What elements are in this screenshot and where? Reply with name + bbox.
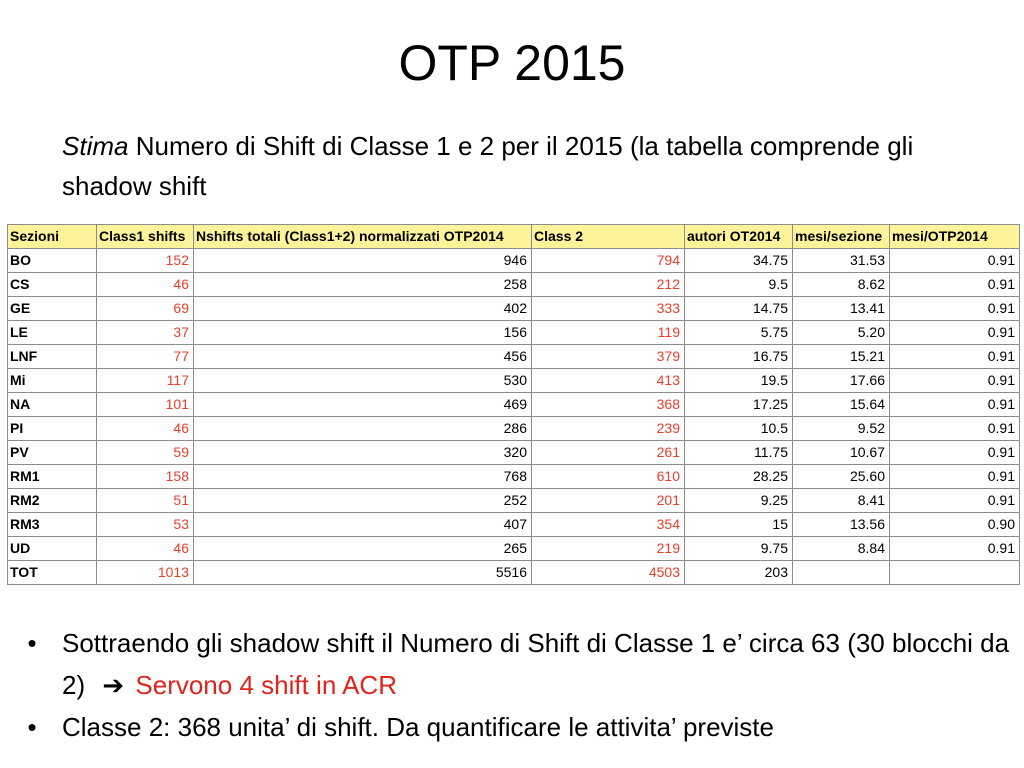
- table-cell: 31.53: [793, 249, 890, 273]
- table-cell: 265: [194, 537, 532, 561]
- subtitle-text: Numero di Shift di Classe 1 e 2 per il 2015 (la tabella comprende gli shadow shift: [62, 131, 914, 201]
- table-cell: 17.66: [793, 369, 890, 393]
- shift-table: [7, 224, 1020, 585]
- table-row: [8, 393, 1020, 417]
- bullet-1-text: Sottraendo gli shadow shift il Numero di Shift di Classe 1 e’ circa 63 (30 blocchi da 2): [62, 628, 1010, 700]
- table-cell: 10.5: [685, 417, 793, 441]
- table-cell: 9.75: [685, 537, 793, 561]
- row-label-cell: Mi: [8, 369, 97, 393]
- table-cell: 119: [532, 321, 685, 345]
- table-cell: 5516: [194, 561, 532, 585]
- table-cell: 0.91: [890, 441, 1020, 465]
- row-label-cell: TOT: [8, 561, 97, 585]
- table-cell: 212: [532, 273, 685, 297]
- table-cell: 9.52: [793, 417, 890, 441]
- column-header: mesi/sezione: [793, 225, 890, 249]
- table-cell: 0.91: [890, 393, 1020, 417]
- table-cell: 946: [194, 249, 532, 273]
- table-cell: 0.91: [890, 297, 1020, 321]
- table-cell: 11.75: [685, 441, 793, 465]
- table-cell: [890, 561, 1020, 585]
- row-label-cell: UD: [8, 537, 97, 561]
- bullet-2-text: Classe 2: 368 unita’ di shift. Da quantificare le attivita’ previste: [62, 712, 774, 742]
- table-cell: 258: [194, 273, 532, 297]
- table-cell: 117: [97, 369, 194, 393]
- table-cell: 37: [97, 321, 194, 345]
- subtitle-italic: Stima: [62, 131, 129, 161]
- column-header: Nshifts totali (Class1+2) normalizzati OTP2014: [194, 225, 532, 249]
- table-cell: 354: [532, 513, 685, 537]
- table-row: [8, 297, 1020, 321]
- table-cell: 158: [97, 465, 194, 489]
- table-row: [8, 489, 1020, 513]
- table-cell: 8.62: [793, 273, 890, 297]
- table-cell: 768: [194, 465, 532, 489]
- shift-table-container: [7, 224, 1019, 585]
- table-row: [8, 513, 1020, 537]
- table-cell: 203: [685, 561, 793, 585]
- table-cell: 46: [97, 417, 194, 441]
- table-cell: 201: [532, 489, 685, 513]
- column-header: Class1 shifts: [97, 225, 194, 249]
- table-cell: 456: [194, 345, 532, 369]
- table-cell: 53: [97, 513, 194, 537]
- table-cell: 69: [97, 297, 194, 321]
- table-cell: 402: [194, 297, 532, 321]
- bullet-item-1: [22, 622, 1012, 706]
- table-cell: 15.64: [793, 393, 890, 417]
- table-cell: 794: [532, 249, 685, 273]
- table-cell: 261: [532, 441, 685, 465]
- bullet-dot: •: [27, 712, 37, 742]
- table-cell: 152: [97, 249, 194, 273]
- table-cell: 77: [97, 345, 194, 369]
- table-cell: 16.75: [685, 345, 793, 369]
- table-cell: 15.21: [793, 345, 890, 369]
- table-cell: 0.91: [890, 489, 1020, 513]
- table-cell: 0.91: [890, 321, 1020, 345]
- table-cell: 101: [97, 393, 194, 417]
- row-label-cell: PV: [8, 441, 97, 465]
- table-cell: 51: [97, 489, 194, 513]
- table-cell: 4503: [532, 561, 685, 585]
- table-cell: 59: [97, 441, 194, 465]
- table-cell: 14.75: [685, 297, 793, 321]
- table-cell: 0.91: [890, 417, 1020, 441]
- table-cell: 0.91: [890, 369, 1020, 393]
- table-cell: 0.91: [890, 537, 1020, 561]
- table-cell: 5.75: [685, 321, 793, 345]
- table-cell: 286: [194, 417, 532, 441]
- table-cell: 15: [685, 513, 793, 537]
- table-cell: 219: [532, 537, 685, 561]
- bullet-item-2: [22, 706, 1012, 748]
- table-cell: 13.56: [793, 513, 890, 537]
- bullet-dot: •: [27, 628, 37, 658]
- slide-title: OTP 2015: [398, 35, 626, 91]
- column-header: autori OT2014: [685, 225, 793, 249]
- row-label-cell: BO: [8, 249, 97, 273]
- table-cell: 610: [532, 465, 685, 489]
- table-cell: 469: [194, 393, 532, 417]
- table-row: [8, 369, 1020, 393]
- table-cell: 34.75: [685, 249, 793, 273]
- table-cell: 368: [532, 393, 685, 417]
- table-body: [8, 249, 1020, 585]
- table-row: [8, 273, 1020, 297]
- row-label-cell: RM1: [8, 465, 97, 489]
- table-cell: 0.91: [890, 465, 1020, 489]
- table-cell: 9.25: [685, 489, 793, 513]
- table-cell: 0.91: [890, 249, 1020, 273]
- row-label-cell: LE: [8, 321, 97, 345]
- table-cell: 17.25: [685, 393, 793, 417]
- table-cell: 0.90: [890, 513, 1020, 537]
- row-label-cell: RM2: [8, 489, 97, 513]
- table-cell: 25.60: [793, 465, 890, 489]
- row-label-cell: LNF: [8, 345, 97, 369]
- table-cell: 379: [532, 345, 685, 369]
- table-cell: 28.25: [685, 465, 793, 489]
- table-cell: 413: [532, 369, 685, 393]
- table-cell: 239: [532, 417, 685, 441]
- table-row: [8, 441, 1020, 465]
- column-header: Class 2: [532, 225, 685, 249]
- table-header-row: [8, 225, 1020, 249]
- row-label-cell: NA: [8, 393, 97, 417]
- table-cell: 156: [194, 321, 532, 345]
- row-label-cell: CS: [8, 273, 97, 297]
- table-cell: 0.91: [890, 345, 1020, 369]
- arrow-right-icon: ➔: [102, 670, 125, 700]
- table-cell: 407: [194, 513, 532, 537]
- bullet-list: [22, 622, 1012, 748]
- table-row: [8, 465, 1020, 489]
- bullet-1-highlight: Servono 4 shift in ACR: [135, 670, 397, 700]
- row-label-cell: PI: [8, 417, 97, 441]
- table-row: [8, 537, 1020, 561]
- table-cell: 5.20: [793, 321, 890, 345]
- table-cell: 1013: [97, 561, 194, 585]
- table-cell: 320: [194, 441, 532, 465]
- table-row: [8, 561, 1020, 585]
- table-cell: 0.91: [890, 273, 1020, 297]
- table-cell: 8.41: [793, 489, 890, 513]
- table-cell: 13.41: [793, 297, 890, 321]
- table-row: [8, 321, 1020, 345]
- table-cell: 8.84: [793, 537, 890, 561]
- row-label-cell: GE: [8, 297, 97, 321]
- column-header: Sezioni: [8, 225, 97, 249]
- table-cell: 46: [97, 537, 194, 561]
- table-cell: 333: [532, 297, 685, 321]
- table-cell: 9.5: [685, 273, 793, 297]
- table-cell: 46: [97, 273, 194, 297]
- table-cell: 19.5: [685, 369, 793, 393]
- column-header: mesi/OTP2014: [890, 225, 1020, 249]
- table-row: [8, 345, 1020, 369]
- table-row: [8, 249, 1020, 273]
- table-cell: 252: [194, 489, 532, 513]
- slide-subtitle: [62, 126, 942, 206]
- table-cell: [793, 561, 890, 585]
- table-row: [8, 417, 1020, 441]
- table-cell: 10.67: [793, 441, 890, 465]
- table-cell: 530: [194, 369, 532, 393]
- row-label-cell: RM3: [8, 513, 97, 537]
